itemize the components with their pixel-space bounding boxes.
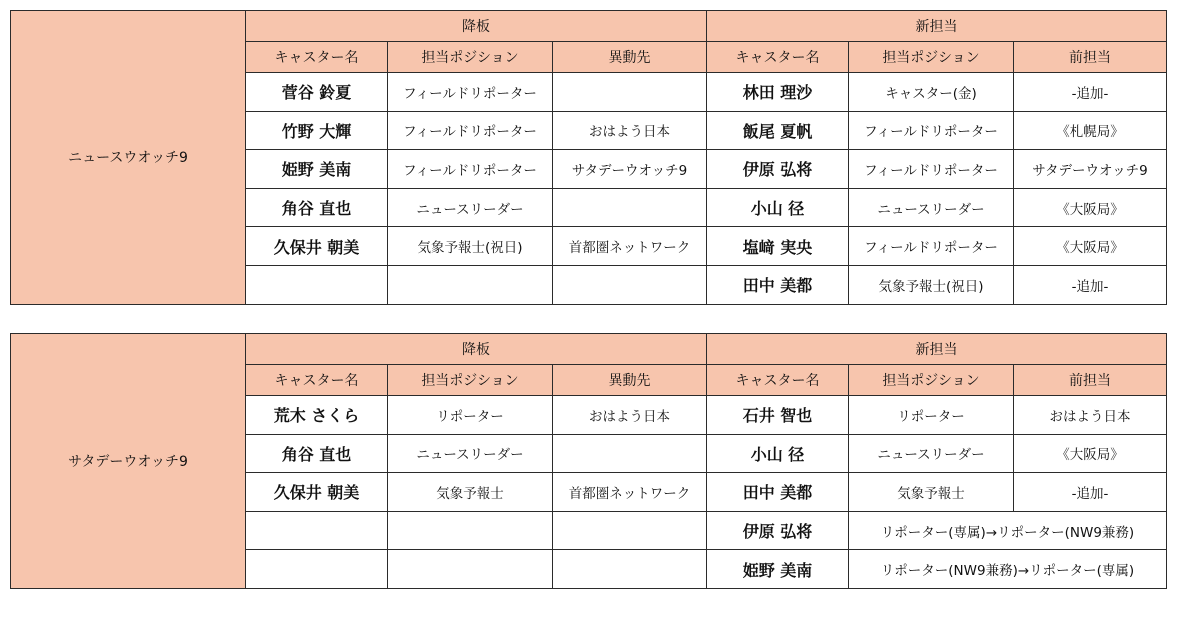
in-previous-cell: 《大阪局》	[1014, 434, 1167, 473]
in-position-cell: ニュースリーダー	[849, 434, 1014, 473]
col-header-position: 担当ポジション	[388, 365, 553, 396]
out-destination-cell	[553, 550, 707, 589]
in-previous-cell: -追加-	[1014, 473, 1167, 512]
col-header-caster-name: キャスター名	[707, 42, 849, 73]
out-destination-cell	[553, 73, 707, 112]
new-assignment-header: 新担当	[707, 11, 1167, 42]
show-name-cell: ニュースウオッチ9	[11, 11, 246, 305]
in-previous-cell: おはよう日本	[1014, 396, 1167, 435]
out-name-cell: 姫野 美南	[246, 150, 388, 189]
out-name-cell	[246, 511, 388, 550]
col-header-previous: 前担当	[1014, 365, 1167, 396]
out-position-cell: リポーター	[388, 396, 553, 435]
in-position-cell: 気象予報士	[849, 473, 1014, 512]
out-destination-cell: サタデーウオッチ9	[553, 150, 707, 189]
show-name-cell: サタデーウオッチ9	[11, 334, 246, 589]
in-name-cell: 小山 径	[707, 434, 849, 473]
out-destination-cell: 首都圏ネットワーク	[553, 227, 707, 266]
in-change-cell: リポーター(NW9兼務)→リポーター(専属)	[849, 550, 1167, 589]
out-position-cell: 気象予報士(祝日)	[388, 227, 553, 266]
out-name-cell: 菅谷 鈴夏	[246, 73, 388, 112]
demoted-header: 降板	[246, 334, 707, 365]
out-name-cell: 角谷 直也	[246, 434, 388, 473]
in-change-cell: リポーター(専属)→リポーター(NW9兼務)	[849, 511, 1167, 550]
in-name-cell: 伊原 弘将	[707, 511, 849, 550]
out-destination-cell: 首都圏ネットワーク	[553, 473, 707, 512]
in-previous-cell: サタデーウオッチ9	[1014, 150, 1167, 189]
in-name-cell: 塩﨑 実央	[707, 227, 849, 266]
in-position-cell: フィールドリポーター	[849, 111, 1014, 150]
new-assignment-header: 新担当	[707, 334, 1167, 365]
col-header-caster-name: キャスター名	[707, 365, 849, 396]
out-destination-cell	[553, 188, 707, 227]
in-position-cell: リポーター	[849, 396, 1014, 435]
out-name-cell: 久保井 朝美	[246, 227, 388, 266]
out-name-cell: 久保井 朝美	[246, 473, 388, 512]
roster-table-saturdaywatch9	[10, 333, 1167, 589]
col-header-position: 担当ポジション	[388, 42, 553, 73]
col-header-previous: 前担当	[1014, 42, 1167, 73]
out-name-cell: 角谷 直也	[246, 188, 388, 227]
out-name-cell	[246, 265, 388, 304]
out-position-cell: フィールドリポーター	[388, 111, 553, 150]
out-destination-cell	[553, 265, 707, 304]
in-position-cell: フィールドリポーター	[849, 150, 1014, 189]
out-position-cell: ニュースリーダー	[388, 434, 553, 473]
col-header-position: 担当ポジション	[849, 365, 1014, 396]
in-previous-cell: 《札幌局》	[1014, 111, 1167, 150]
in-previous-cell: -追加-	[1014, 73, 1167, 112]
col-header-caster-name: キャスター名	[246, 365, 388, 396]
in-position-cell: フィールドリポーター	[849, 227, 1014, 266]
out-name-cell: 竹野 大輝	[246, 111, 388, 150]
roster-table-newswatch9	[10, 10, 1167, 305]
out-name-cell: 荒木 さくら	[246, 396, 388, 435]
in-name-cell: 姫野 美南	[707, 550, 849, 589]
out-position-cell: 気象予報士	[388, 473, 553, 512]
col-header-position: 担当ポジション	[849, 42, 1014, 73]
in-previous-cell: 《大阪局》	[1014, 188, 1167, 227]
in-position-cell: 気象予報士(祝日)	[849, 265, 1014, 304]
demoted-header: 降板	[246, 11, 707, 42]
out-destination-cell	[553, 434, 707, 473]
in-position-cell: キャスター(金)	[849, 73, 1014, 112]
in-name-cell: 小山 径	[707, 188, 849, 227]
out-destination-cell: おはよう日本	[553, 111, 707, 150]
col-header-caster-name: キャスター名	[246, 42, 388, 73]
in-previous-cell: 《大阪局》	[1014, 227, 1167, 266]
out-position-cell: フィールドリポーター	[388, 73, 553, 112]
in-name-cell: 石井 智也	[707, 396, 849, 435]
out-position-cell	[388, 550, 553, 589]
in-name-cell: 伊原 弘将	[707, 150, 849, 189]
out-position-cell	[388, 265, 553, 304]
in-previous-cell: -追加-	[1014, 265, 1167, 304]
col-header-transfer-to: 異動先	[553, 365, 707, 396]
out-name-cell	[246, 550, 388, 589]
in-name-cell: 飯尾 夏帆	[707, 111, 849, 150]
out-position-cell	[388, 511, 553, 550]
out-position-cell: ニュースリーダー	[388, 188, 553, 227]
out-position-cell: フィールドリポーター	[388, 150, 553, 189]
in-name-cell: 林田 理沙	[707, 73, 849, 112]
in-name-cell: 田中 美都	[707, 473, 849, 512]
out-destination-cell: おはよう日本	[553, 396, 707, 435]
in-name-cell: 田中 美都	[707, 265, 849, 304]
col-header-transfer-to: 異動先	[553, 42, 707, 73]
out-destination-cell	[553, 511, 707, 550]
in-position-cell: ニュースリーダー	[849, 188, 1014, 227]
